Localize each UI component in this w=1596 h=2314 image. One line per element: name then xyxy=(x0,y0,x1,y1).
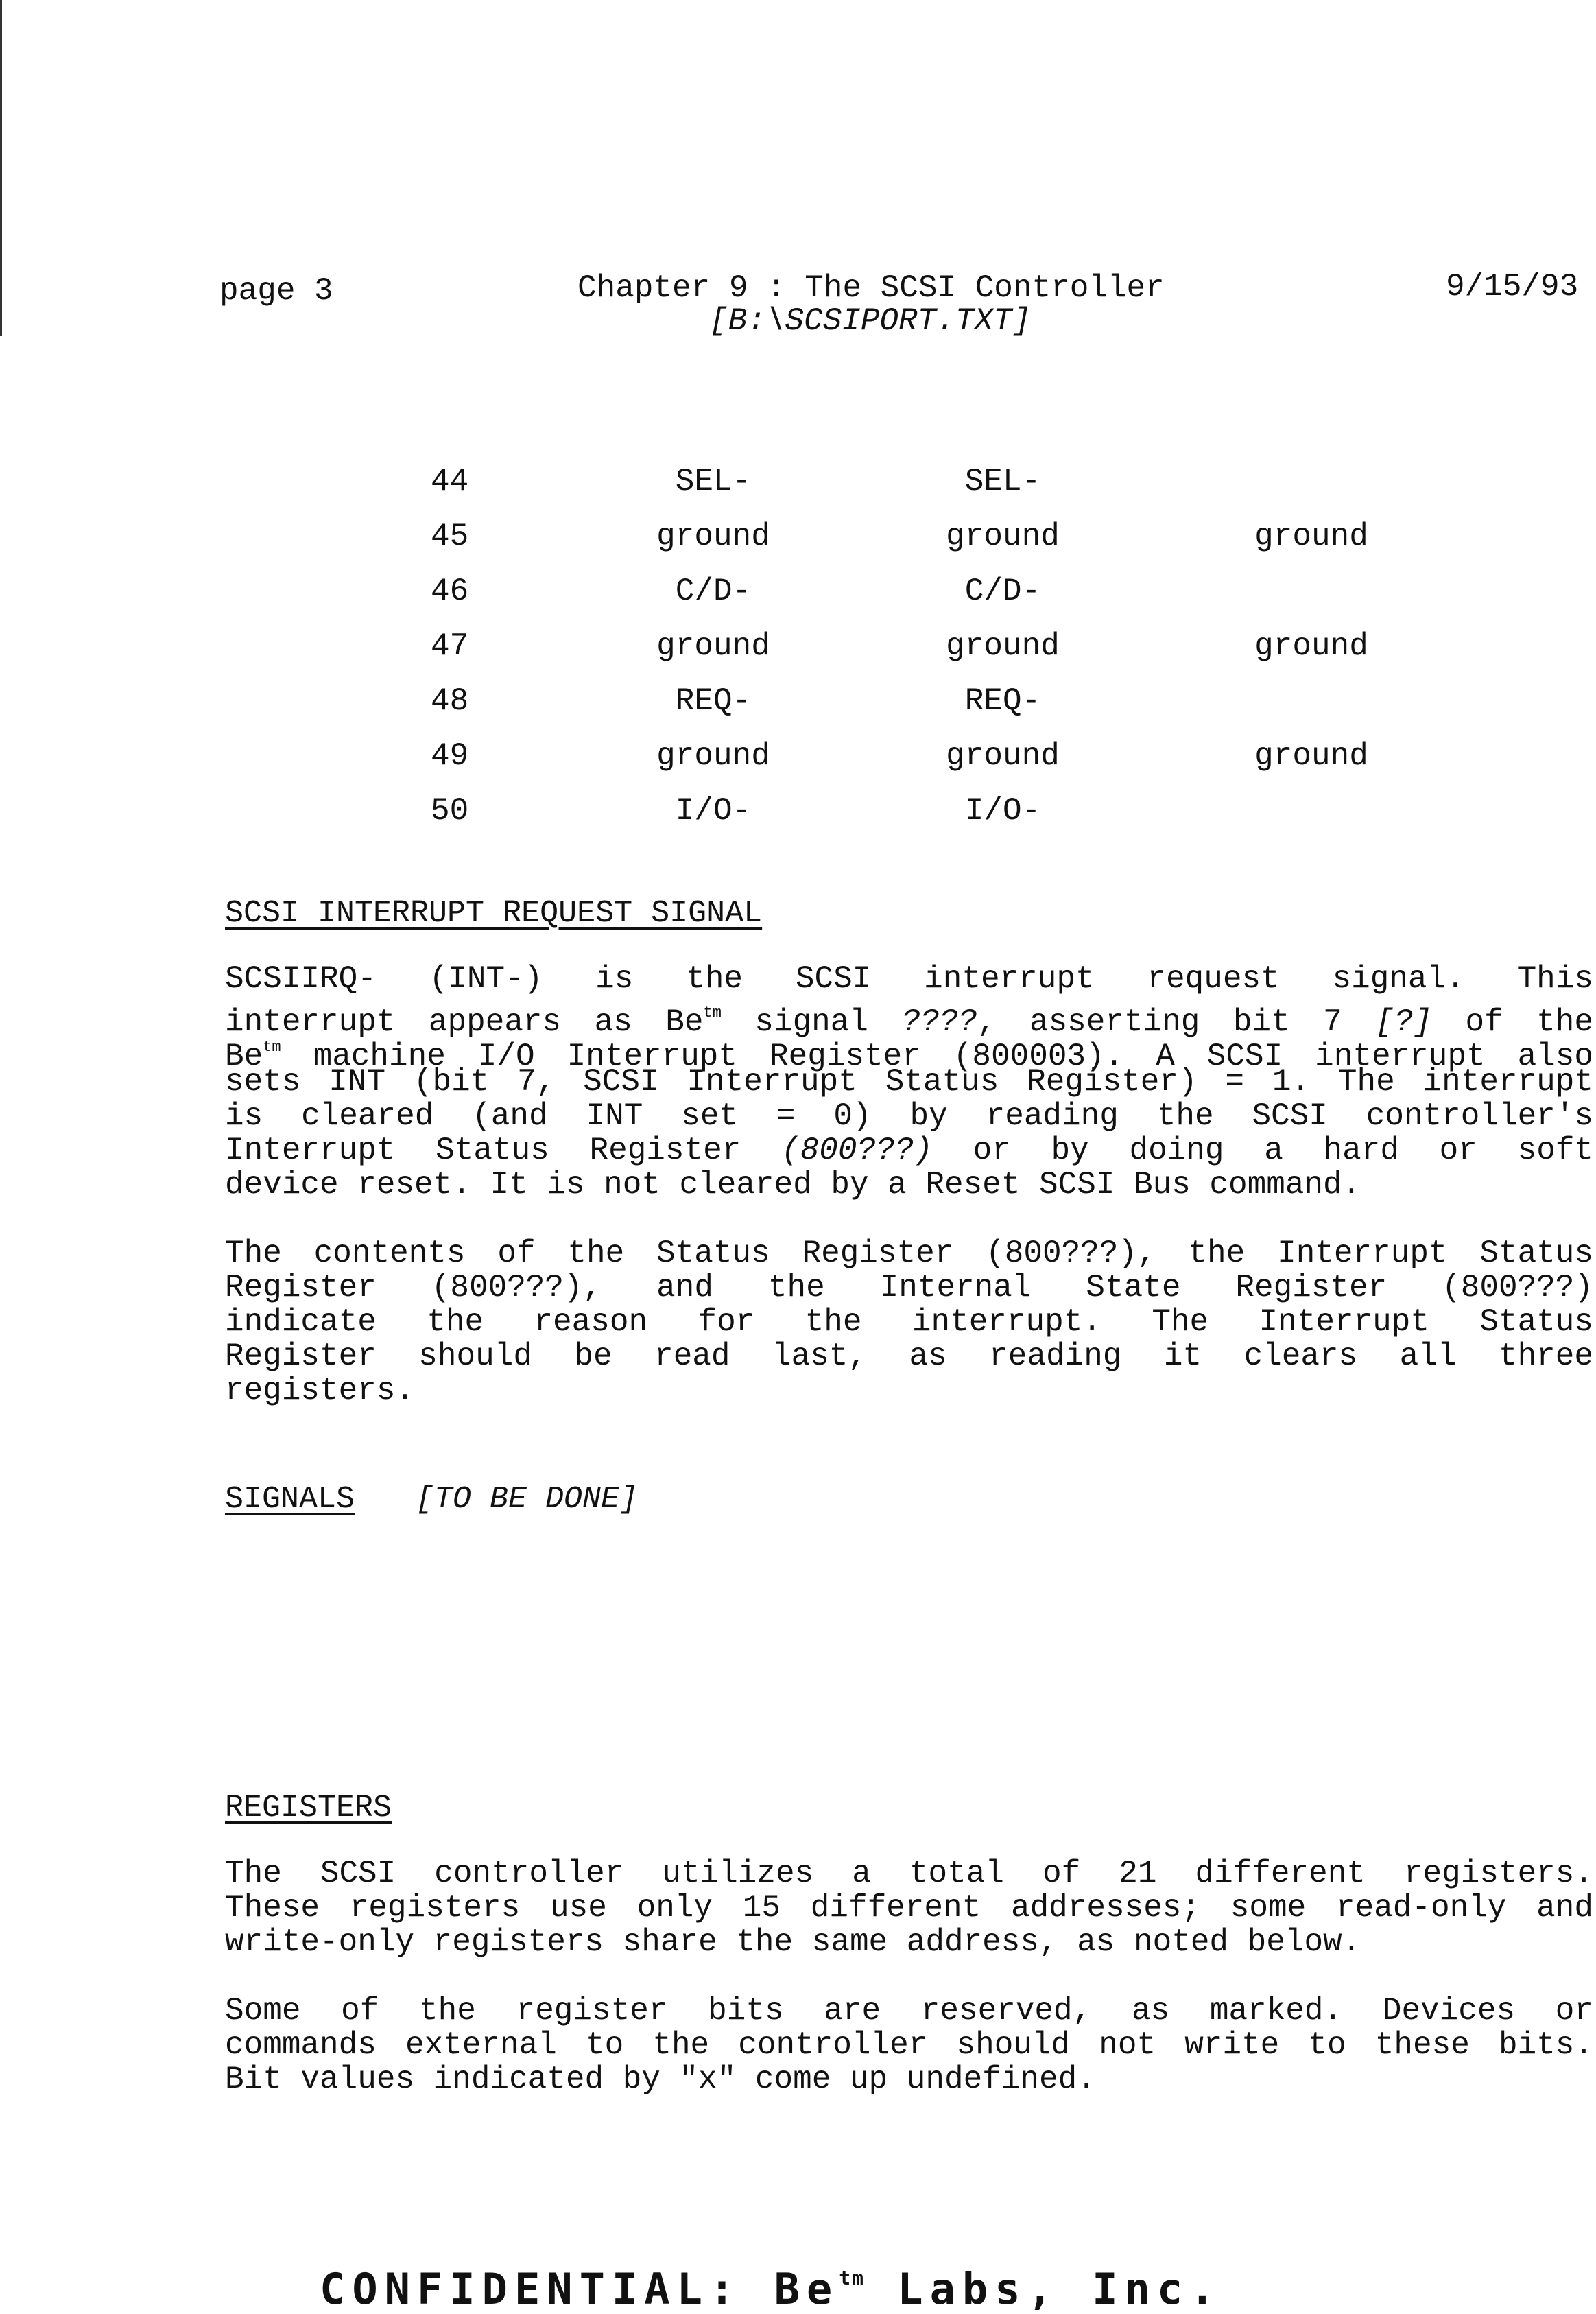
signal-cell: SEL- xyxy=(964,464,1041,499)
table-row xyxy=(0,793,1596,834)
italic-placeholder: (800???) xyxy=(781,1133,933,1168)
signals-todo-note: [TO BE DONE] xyxy=(416,1482,639,1517)
table-row xyxy=(0,628,1596,670)
text-run: of the xyxy=(1432,1004,1593,1040)
text-line xyxy=(225,1133,1593,1168)
pin-number: 46 xyxy=(431,574,469,609)
file-path: [B:\SCSIPORT.TXT] xyxy=(709,303,1032,339)
ground-cell: ground xyxy=(1254,628,1368,664)
signal-cell: ground xyxy=(656,519,770,554)
page-edge-line xyxy=(0,0,2,336)
text-line: SCSIIRQ- (INT-) is the SCSI interrupt request signal. This xyxy=(225,961,1593,997)
signal-cell: ground xyxy=(656,738,770,774)
pin-number: 50 xyxy=(431,793,469,829)
signal-cell: C/D- xyxy=(675,574,752,609)
text-run: Interrupt Status Register xyxy=(225,1133,782,1168)
registers-paragraph-1 xyxy=(225,1856,1593,1959)
pin-number: 48 xyxy=(431,683,469,719)
footer-text: CONFIDENTIAL: Be xyxy=(320,2264,839,2314)
text-line xyxy=(225,1030,1593,1074)
signal-cell: ground xyxy=(656,628,770,664)
text-line: write-only registers share the same address, as noted below. xyxy=(225,1924,1361,1960)
pin-number: 44 xyxy=(431,464,469,499)
text-line: The contents of the Status Register (800???), the Interrupt Status xyxy=(225,1236,1593,1271)
text-line: indicate the reason for the interrupt. The Interrupt Status xyxy=(225,1304,1593,1340)
interrupt-paragraph-2 xyxy=(225,1236,1593,1408)
text-line xyxy=(225,996,1593,1040)
signal-cell: ground xyxy=(946,738,1060,774)
section-heading-registers: REGISTERS xyxy=(225,1791,392,1826)
table-row xyxy=(0,464,1596,505)
signal-cell: I/O- xyxy=(675,793,752,829)
text-line: Bit values indicated by "x" come up undefined. xyxy=(225,2062,1096,2097)
signal-cell: ground xyxy=(946,628,1060,664)
pin-number: 47 xyxy=(431,628,469,664)
signal-cell: REQ- xyxy=(675,683,752,719)
table-row xyxy=(0,519,1596,560)
text-line: registers. xyxy=(225,1373,415,1408)
text-run: or by doing a hard or soft xyxy=(932,1133,1594,1168)
ground-cell: ground xyxy=(1254,519,1368,554)
table-row xyxy=(0,738,1596,779)
italic-placeholder: [?] xyxy=(1375,1004,1433,1040)
signal-cell: C/D- xyxy=(964,574,1041,609)
text-line: Register (800???), and the Internal State Register (800???) xyxy=(225,1270,1593,1306)
pin-number: 49 xyxy=(431,738,469,774)
text-run: signal xyxy=(721,1004,902,1040)
text-line: sets INT (bit 7, SCSI Interrupt Status Register) = 1. The interrupt xyxy=(225,1064,1593,1100)
trademark-mark: tm xyxy=(839,2267,865,2289)
registers-paragraph-2 xyxy=(225,1994,1593,2097)
trademark-mark: tm xyxy=(703,1004,722,1022)
page-date: 9/15/93 xyxy=(1446,269,1579,305)
footer-text: Labs, Inc. xyxy=(864,2264,1222,2314)
text-line: These registers use only 15 different addresses; some read-only and xyxy=(225,1890,1593,1926)
section-heading-interrupt: SCSI INTERRUPT REQUEST SIGNAL xyxy=(225,896,763,931)
text-line: Register should be read last, as reading it clears all three xyxy=(225,1338,1593,1374)
signal-cell: I/O- xyxy=(964,793,1041,829)
table-row xyxy=(0,574,1596,615)
table-row xyxy=(0,683,1596,724)
text-line: is cleared (and INT set = 0) by reading the SCSI controller's xyxy=(225,1098,1593,1134)
interrupt-paragraph-1 xyxy=(225,962,1593,1202)
text-line: The SCSI controller utilizes a total of 21 different registers. xyxy=(225,1856,1593,1891)
signal-cell: ground xyxy=(946,519,1060,554)
text-run: , asserting bit 7 xyxy=(977,1004,1376,1040)
ground-cell: ground xyxy=(1254,738,1368,774)
chapter-title: Chapter 9 : The SCSI Controller xyxy=(577,270,1165,306)
pin-number: 45 xyxy=(431,519,469,554)
text-line: Some of the register bits are reserved, as marked. Devices or xyxy=(225,1993,1593,2029)
text-line: device reset. It is not cleared by a Reset SCSI Bus command. xyxy=(225,1167,1361,1203)
page-number: page 3 xyxy=(219,273,333,309)
text-line: commands external to the controller should not write to these bits. xyxy=(225,2027,1593,2063)
italic-placeholder: ???? xyxy=(901,1004,977,1040)
text-run: machine I/O Interrupt Register (800003). A SCSI interrupt also xyxy=(281,1039,1593,1074)
text-run: Be xyxy=(225,1039,263,1074)
section-heading-signals: SIGNALS xyxy=(225,1482,355,1517)
signal-cell: SEL- xyxy=(675,464,752,499)
trademark-mark: tm xyxy=(263,1039,281,1056)
signal-cell: REQ- xyxy=(964,683,1041,719)
text-run: interrupt appears as Be xyxy=(225,1004,704,1040)
confidential-footer xyxy=(320,2264,1222,2314)
